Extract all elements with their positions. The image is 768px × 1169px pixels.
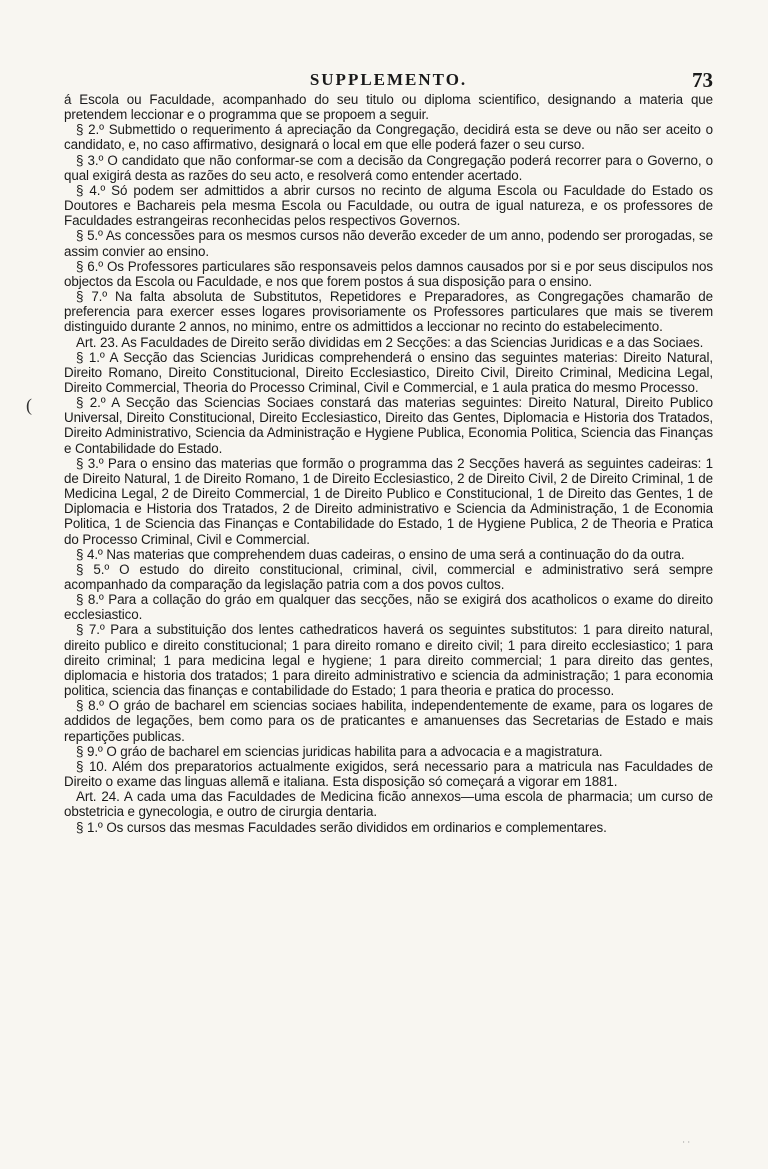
paragraph: § 4.º Só podem ser admittidos a abrir cursos no recinto de alguma Escola ou Faculdade do Estado os Doutores e Bachareis pela mesma Escola ou Faculdade, ou outra de igual natureza, e os professores de Faculdades estrangeiras reconhecidas pelos respectivos Governos. — [64, 182, 713, 229]
paragraph: § 10. Além dos preparatorios actualmente exigidos, será necessario para a matricula nas Faculdades de Direito o exame das linguas allemã e italiana. Esta disposição só começará a vigorar em 1881. — [64, 758, 713, 790]
paragraph: § 5.º O estudo do direito constitucional, criminal, civil, commercial e administrativo será sempre acompanhado da comparação da legislação patria com a dos povos cultos. — [64, 561, 713, 592]
paragraph: § 1.º A Secção das Sciencias Juridicas comprehenderá o ensino das seguintes materias: Direito Natural, Direito Romano, Direito Constitucional, Direito Ecclesiastico, Direito Civil, Direito Criminal, Medicina Legal, Direito Commercial, Theoria do Processo Criminal, Civil e Commercial, e 1 aula pratica do mesmo Processo. — [64, 349, 713, 395]
stray-print-mark: · · — [682, 1138, 690, 1147]
paragraph: § 1.º Os cursos das mesmas Faculdades serão divididos em ordinarios e complementares. — [76, 819, 607, 835]
paragraph: Art. 24. A cada uma das Faculdades de Medicina ficão annexos—uma escola de pharmacia; um curso de obstetricia e gynecologia, e outro de cirurgia dentaria. — [64, 789, 713, 820]
paragraph: § 9.º O gráo de bacharel em sciencias juridicas habilita para a advocacia e a magistratura. — [76, 743, 603, 759]
paragraph: § 3.º O candidato que não conformar-se com a decisão da Congregação poderá recorrer para o Governo, o qual exigirá desta as razões do seu acto, e resolverá como entender acertado. — [64, 152, 713, 183]
paragraph: § 8.º O gráo de bacharel em sciencias sociaes habilita, independentemente de exame, para os logares de addidos de legações, bem como para os de praticantes e amanuenses das Secretarias de Estado e mais repartições publicas. — [64, 698, 713, 744]
paragraph: § 7.º Na falta absoluta de Substitutos, Repetidores e Preparadores, as Congregações chamarão de preferencia para exercer esses logares provisoriamente os Professores particulares que mais se tiverem distinguido durante 2 annos, no minimo, entre os admittidos a leccionar no recinto do estabelecimento. — [64, 289, 713, 335]
margin-bracket-mark: ( — [26, 395, 32, 415]
body-text — [64, 92, 713, 835]
paragraph: § 3.º Para o ensino das materias que formão o programma das 2 Secções haverá as seguintes cadeiras: 1 de Direito Natural, 1 de Direito Romano, 1 de Direito Ecclesiastico, 2 de Direito Civil, 2 de Direito Criminal, 1 de Medicina Legal, 2 de Direito Commercial, 1 de Direito Publico e Constitucional, 1 de Direito das Gentes, 1 de Diplomacia e Historia dos Tratados, 2 de Direito administrativo e Sciencia da Administração, 1 de Economia Politica, 1 de Sciencia das Finanças e Contabilidade do Estado, 1 de Hygiene Publica, 2 de Theoria e Pratica do Processo Criminal, Civil e Commercial. — [64, 455, 713, 547]
page-number: 73 — [692, 68, 713, 92]
paragraph: á Escola ou Faculdade, acompanhado do seu titulo ou diploma scientifico, designando a materia que pretendem leccionar e o programma que se propoem a seguir. — [64, 92, 713, 123]
paragraph: § 5.º As concessões para os mesmos cursos não deverão exceder de um anno, podendo ser prorogadas, se assim convier ao ensino. — [64, 228, 713, 259]
paragraph: § 4.º Nas materias que comprehendem duas cadeiras, o ensino de uma será a continuação do da outra. — [76, 546, 685, 562]
paragraph: § 6.º Os Professores particulares são responsaveis pelos damnos causados por si e por seus discipulos nos objectos da Escola ou Faculdade, e nos que forem postos á sua disposição para o ensino. — [64, 258, 713, 289]
paragraph: Art. 23. As Faculdades de Direito serão divididas em 2 Secções: a das Sciencias Juridicas e a das Sociaes. — [76, 334, 704, 350]
paragraph: § 2.º A Secção das Sciencias Sociaes constará das materias seguintes: Direito Natural, Direito Publico Universal, Direito Constitucional, Direito Ecclesiastico, Direito das Gentes, Diplomacia e Historia dos Tratados, Direito Administrativo, Sciencia da Administração e Hygiene Publica, Economia Politica, Sciencia das Finanças e Contabilidade do Estado. — [64, 395, 713, 456]
paragraph: § 2.º Submettido o requerimento á apreciação da Congregação, decidirá esta se deve ou não ser aceito o candidato, e, no caso affirmativo, designará o local em que elle poderá fazer o seu curso. — [64, 122, 713, 153]
paragraph: § 7.º Para a substituição dos lentes cathedraticos haverá os seguintes substitutos: 1 para direito natural, direito publico e direito constitucional; 1 para direito romano e direito civil; 1 para direito ecclesiastico; 1 para direito criminal; 1 para medicina legal e hygiene; 1 para direito commercial; 1 para direito das gentes, diplomacia e historia dos tratados; 1 para direito administrativo e sciencia da administração; 1 para economia politica, sciencia das finanças e contabilidade do Estado; 1 para theoria e pratica do processo. — [64, 622, 713, 699]
running-title: SUPPLEMENTO. — [309, 70, 468, 89]
paragraph: § 8.º Para a collação do gráo em qualquer das secções, não se exigirá dos acatholicos o exame do direito ecclesiastico. — [64, 592, 713, 623]
